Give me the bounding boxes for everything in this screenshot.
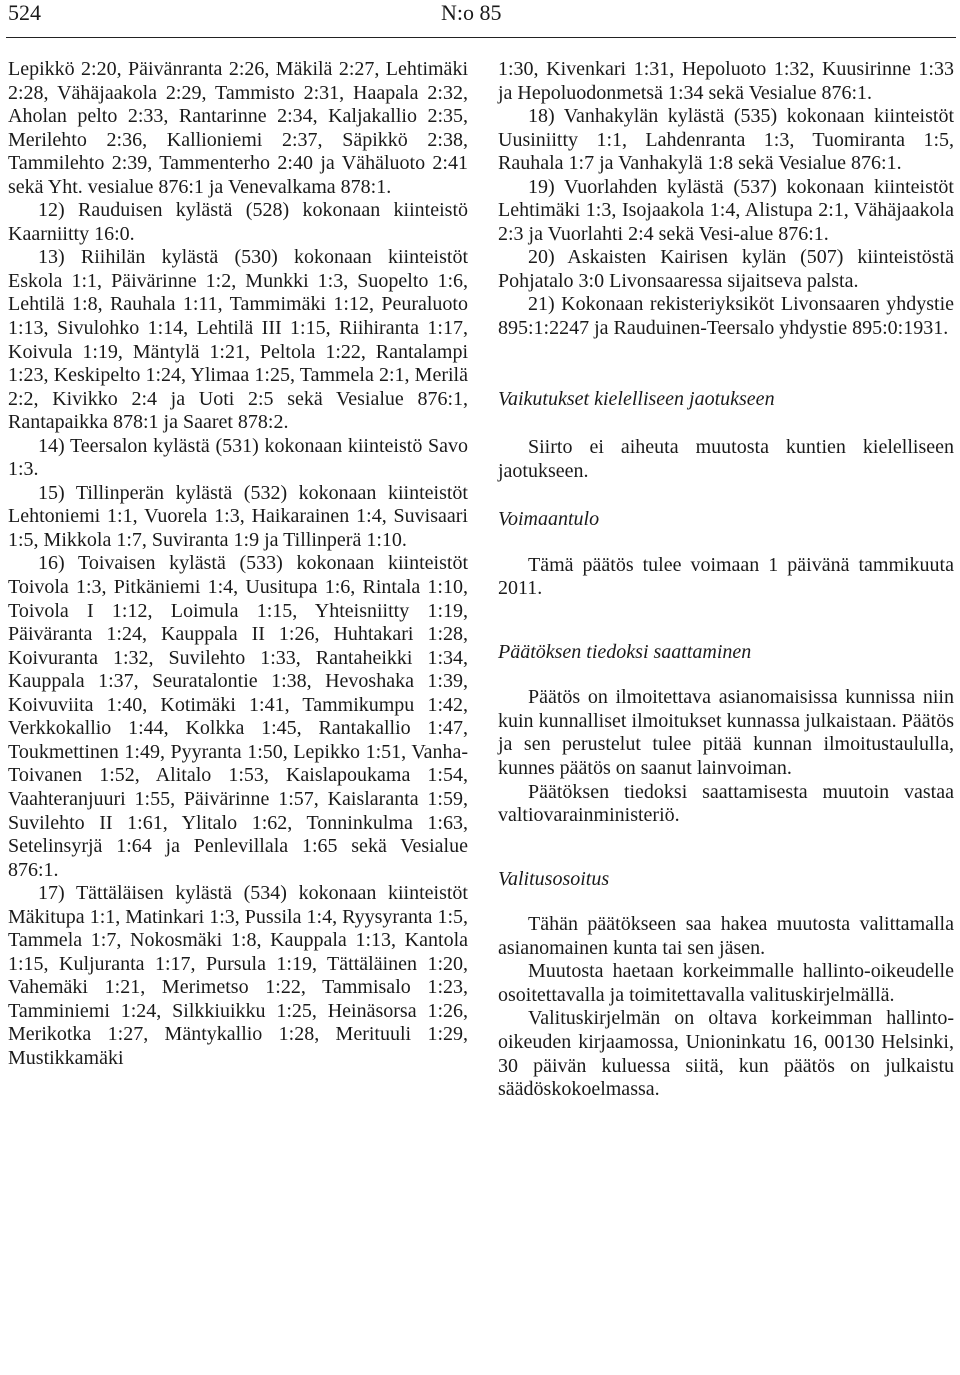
section-heading: Päätöksen tiedoksi saattaminen — [498, 640, 752, 663]
page-header — [0, 0, 960, 30]
paragraph: 14) Teersalon kylästä (531) kokonaan kiinteistö Savo 1:3. — [8, 434, 468, 481]
paragraph: Siirto ei aiheuta muutosta kuntien kielelliseen jaotukseen. — [498, 436, 954, 482]
paragraph: Muutosta haetaan korkeimmalle hallinto-oikeudelle osoitettavalla ja toimitettavalla valituskirjelmällä. — [498, 960, 954, 1006]
paragraph: 18) Vanhakylän kylästä (535) kokonaan kiinteistöt Uusiniitty 1:1, Lahdenranta 1:3, Tuomiranta 1:5, Rauhala 1:7 ja Vanhakylä 1:8 sekä Vesialue 876:1. — [498, 105, 954, 175]
paragraph: Tähän päätökseen saa hakea muutosta valittamalla asianomainen kunta tai sen jäsen. — [498, 913, 954, 959]
paragraph: 15) Tillinperän kylästä (532) kokonaan kiinteistöt Lehtoniemi 1:1, Vuorela 1:3, Haikarainen 1:4, Suvisaari 1:5, Mikkola 1:7, Suviranta 1:9 ja Tillinperä 1:10. — [8, 481, 468, 551]
paragraph: 16) Toivaisen kylästä (533) kokonaan kiinteistöt Toivola 1:3, Pitkäniemi 1:4, Uusitupa 1:6, Rintala 1:10, Toivola I 1:12, Loimula 1:15, Yhteisniitty 1:19, Päiväranta 1:24, Kauppala II 1:26, Huhtakari 1:28, Koivuranta 1:32, Suvilehto 1:33, Rantaheikki 1:34, Kauppala 1:37, Seuratalontie 1:38, Hevoshaka 1:39, Koivuviita 1:40, Kotimäki 1:41, Tammikumpu 1:42, Verkkokallio 1:44, Kolkka 1:45, Rantakallio 1:47, Toukmettinen 1:49, Pyyranta 1:50, Lepikko 1:51, Vanha-Toivanen 1:52, Alitalo 1:53, Kaislapoukama 1:54, Vaahteranjuuri 1:55, Päivärinne 1:57, Kaislaranta 1:59, Suvilehto II 1:61, Ylitalo 1:62, Tonninkulma 1:63, Setelinsyrjä 1:64 ja Penlevillala 1:65 sekä Vesialue 876:1. — [8, 552, 468, 881]
section-heading: Valitusosoitus — [498, 867, 610, 890]
paragraph: Tämä päätös tulee voimaan 1 päivänä tammikuuta 2011. — [498, 553, 954, 600]
paragraph: Lepikkö 2:20, Päivänranta 2:26, Mäkilä 2:27, Lehtimäki 2:28, Vähäjaakola 2:29, Tammisto 2:31, Haapala 2:32, Aholan pelto 2:33, Rantarinne 2:34, Kaljakallio 2:35, Merilehto 2:36, Kallioniemi 2:37, Säpikkö 2:38, Tammilehto 2:39, Tammenterho 2:40 ja Vähäluoto 2:41 sekä Yht. vesialue 876:1 ja Venevalkama 878:1. — [8, 58, 468, 198]
paragraph: 19) Vuorlahden kylästä (537) kokonaan kiinteistöt Lehtimäki 1:3, Isojaakola 1:4, Alistupa 2:1, Vähäjaakola 2:3 ja Vuorlahti 2:4 sekä Vesi-alue 876:1. — [498, 175, 954, 245]
paragraph: 12) Rauduisen kylästä (528) kokonaan kiinteistö Kaarniitty 16:0. — [8, 199, 468, 245]
paragraph: 17) Tättäläisen kylästä (534) kokonaan kiinteistöt Mäkitupa 1:1, Matinkari 1:3, Pussila 1:4, Ryysyranta 1:5, Tammela 1:7, Nokosmäki 1:8, Kauppala 1:13, Kantola 1:15, Kuljuranta 1:17, Pursula 1:19, Tättäläinen 1:20, Vahemäki 1:21, Merimetso 1:22, Tammisalo 1:23, Tamminiemi 1:24, Silkkiuikku 1:25, Heinäsorsa 1:26, Merikotka 1:27, Mäntykallio 1:28, Merituuli 1:29, Mustikkamäki — [8, 882, 468, 1069]
header-rule — [6, 37, 956, 38]
paragraph: 13) Riihilän kylästä (530) kokonaan kiinteistöt Eskola 1:1, Päivärinne 1:2, Munkki 1:3, Suopelto 1:6, Lehtilä 1:8, Rauhala 1:11, Tammimäki 1:12, Peuraluoto 1:13, Sivulohko 1:14, Lehtilä III 1:15, Riihiranta 1:17, Koivula 1:19, Mäntylä 1:21, Peltola 1:22, Rantalampi 1:23, Keskipelto 1:24, Ylimaa 1:25, Tammela 2:1, Merilä 2:2, Kivikko 2:4 ja Uoti 2:5 sekä Vesialue 876:1, Rantapaikka 878:1 ja Saaret 878:2. — [8, 246, 468, 434]
paragraph: 1:30, Kivenkari 1:31, Hepoluoto 1:32, Kuusirinne 1:33 ja Hepoluodonmetsä 1:34 sekä Vesialue 876:1. — [498, 58, 954, 104]
left-column — [8, 58, 468, 1071]
paragraph: Päätös on ilmoitettava asianomaisissa kunnissa niin kuin kunnalliset ilmoitukset kunnassa julkaistaan. Päätös ja sen perustelut tulee pitää kunnan ilmoitustaululla, kunnes päätös on saanut lainvoiman. — [498, 686, 954, 780]
section-heading: Voimaantulo — [498, 508, 600, 531]
page-number: 524 — [8, 0, 41, 25]
paragraph: Valituskirjelmän on oltava korkeimman hallinto-oikeuden kirjaamossa, Unioninkatu 16, 00130 Helsinki, 30 päivän kuluessa siitä, kun päätös on julkaistu säädöskokoelmassa. — [498, 1007, 954, 1101]
paragraph: Päätöksen tiedoksi saattamisesta muutoin vastaa valtiovarainministeriö. — [498, 780, 954, 827]
section-heading: Vaikutukset kielelliseen jaotukseen — [498, 387, 775, 410]
paragraph: 20) Askaisten Kairisen kylän (507) kiinteistöstä Pohjatalo 3:0 Livonsaaressa sijaitseva palsta. — [498, 246, 954, 292]
right-column — [498, 58, 954, 1102]
paragraph: 21) Kokonaan rekisteriyksiköt Livonsaaren yhdystie 895:1:2247 ja Rauduinen-Teersalo yhdystie 895:0:1931. — [498, 293, 954, 340]
issue-number: N:o 85 — [441, 0, 502, 25]
